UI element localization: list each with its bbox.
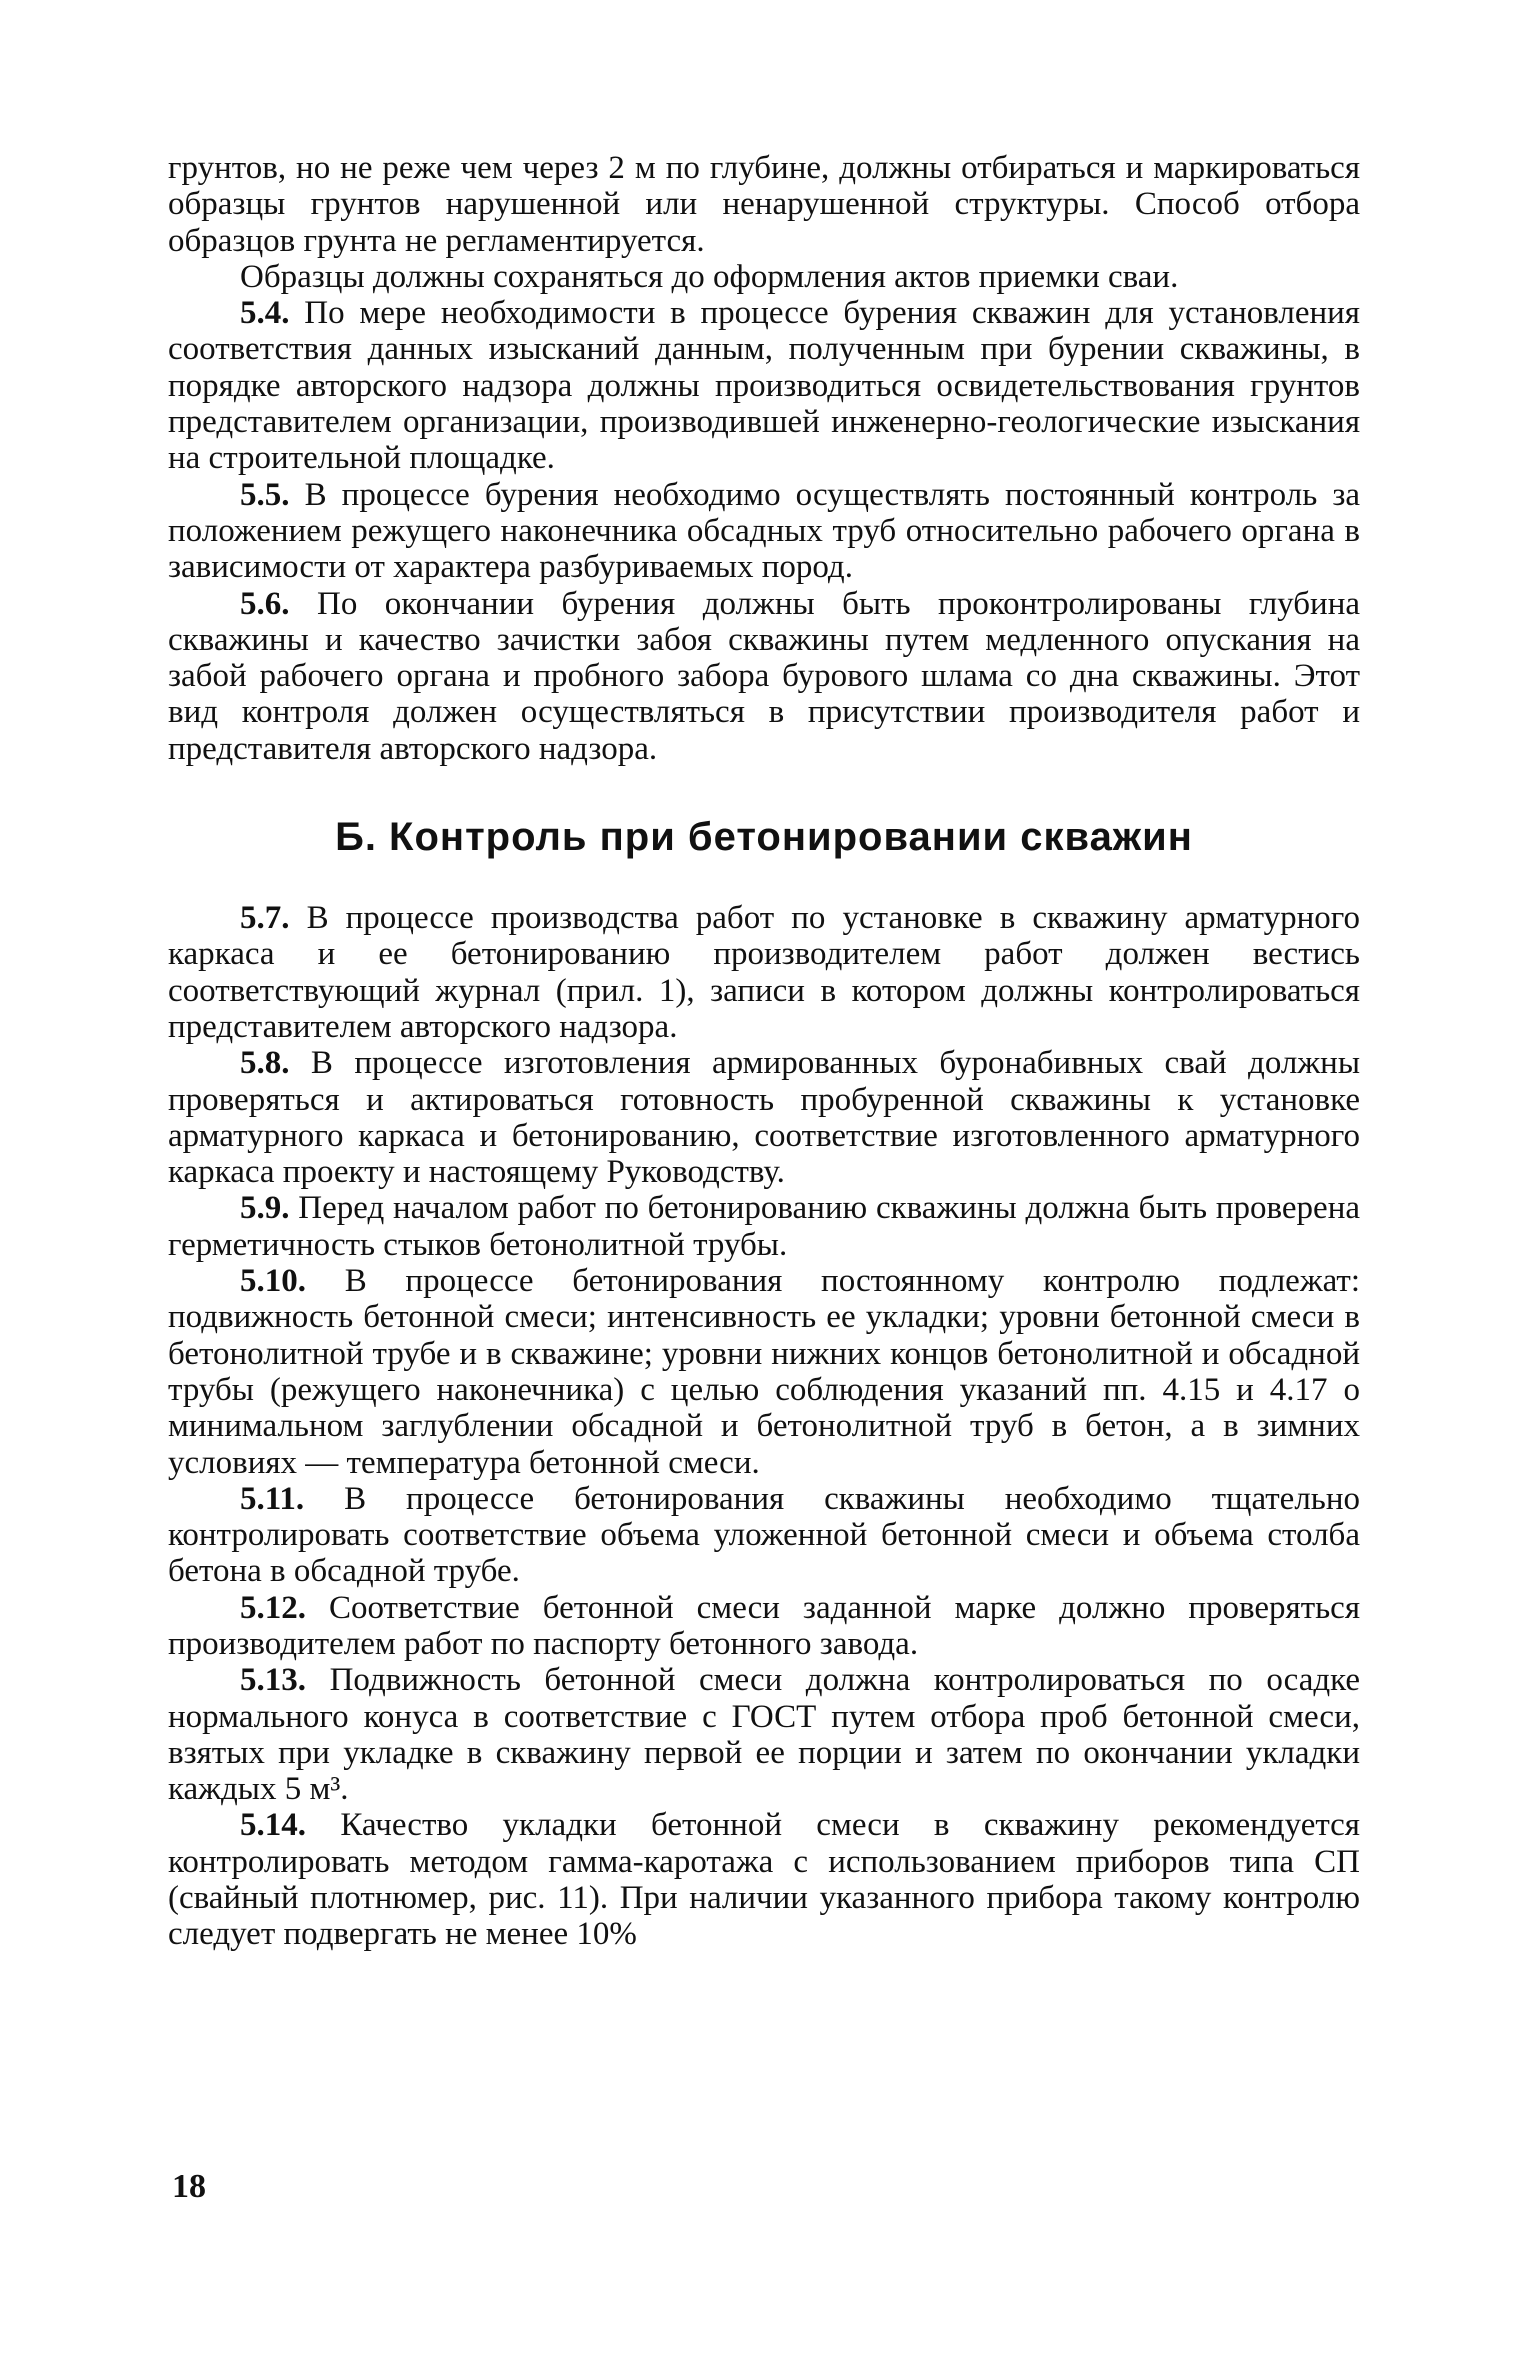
page-body (168, 150, 1360, 1953)
paragraph-5-6: 5.6. По окончании бурения должны быть проконтролированы глубина скважины и качество зачистки забоя скважины путем медленного опускания на забой рабочего органа и пробного забора бурового шлама со дна скважины. Этот вид контроля должен осуществляться в присутствии производителя работ и представителя авторского надзора. (168, 585, 1360, 767)
paragraph: грунтов, но не реже чем через 2 м по глубине, должны отбираться и маркироваться образцы грунтов нарушенной или ненарушенной структуры. Способ отбора образцов грунта не регламентируется. (168, 150, 1360, 259)
paragraph: Образцы должны сохраняться до оформления актов приемки сваи. (240, 258, 1179, 295)
paragraph-5-9: 5.9. Перед началом работ по бетонированию скважины должна быть проверена герметичность стыков бетонолитной трубы. (168, 1190, 1360, 1263)
paragraph-5-8: 5.8. В процессе изготовления армированных буронабивных свай должны проверяться и актироваться готовность пробуренной скважины к установке арматурного каркаса и бетонированию, соответствие изготовленного арматурного каркаса проекту и настоящему Руководству. (168, 1045, 1360, 1191)
paragraph-5-11: 5.11. В процессе бетонирования скважины необходимо тщательно контролировать соответствие объема уложенной бетонной смеси и объема столба бетона в обсадной трубе. (168, 1480, 1361, 1590)
paragraph-5-12: 5.12. Соответствие бетонной смеси заданной марке должно проверяться производителем работ по паспорту бетонного завода. (168, 1589, 1361, 1662)
paragraph-5-4: 5.4. По мере необходимости в процессе бурения скважин для установления соответствия данных изысканий данным, полученным при бурении скважины, в порядке авторского надзора должны производиться освидетельствования грунтов представителем организации, производившей инженерно-геологические изыскания на строительной площадке. (168, 295, 1360, 477)
paragraph-5-14: 5.14. Качество укладки бетонной смеси в скважину рекомендуется контролировать методом гамма-каротажа с использованием приборов типа СП (свайный плотнюмер, рис. 11). При наличии указанного прибора такому контролю следует подвергать не менее 10% (168, 1807, 1360, 1953)
paragraph-5-5: 5.5. В процессе бурения необходимо осуществлять постоянный контроль за положением режущего наконечника обсадных труб относительно рабочего органа в зависимости от характера разбуриваемых пород. (168, 476, 1361, 586)
paragraph-5-13: 5.13. Подвижность бетонной смеси должна контролироваться по осадке нормального конуса в соответствие с ГОСТ путем отбора проб бетонной смеси, взятых при укладке в скважину первой ее порции и затем по окончании укладки каждых 5 м³. (168, 1662, 1360, 1808)
section-heading: Б. Контроль при бетонировании скважин (335, 815, 1193, 860)
paragraph-5-7: 5.7. В процессе производства работ по установке в скважину арматурного каркаса и ее бетонированию производителем работ должен вестись соответствующий журнал (прил. 1), записи в котором должны контролироваться представителем авторского надзора. (168, 900, 1360, 1045)
paragraph-5-10: 5.10. В процессе бетонирования постоянному контролю подлежат: подвижность бетонной смеси; интенсивность ее укладки; уровни бетонной смеси в бетонолитной трубе и в скважине; уровни нижних концов бетонолитной и обсадной трубы (режущего наконечника) с целью соблюдения указаний пп. 4.15 и 4.17 о минимальном заглублении обсадной и бетонолитной труб в бетон, а в зимних условиях — температура бетонной смеси. (168, 1263, 1361, 1481)
page-number: 18 (172, 2168, 206, 2205)
